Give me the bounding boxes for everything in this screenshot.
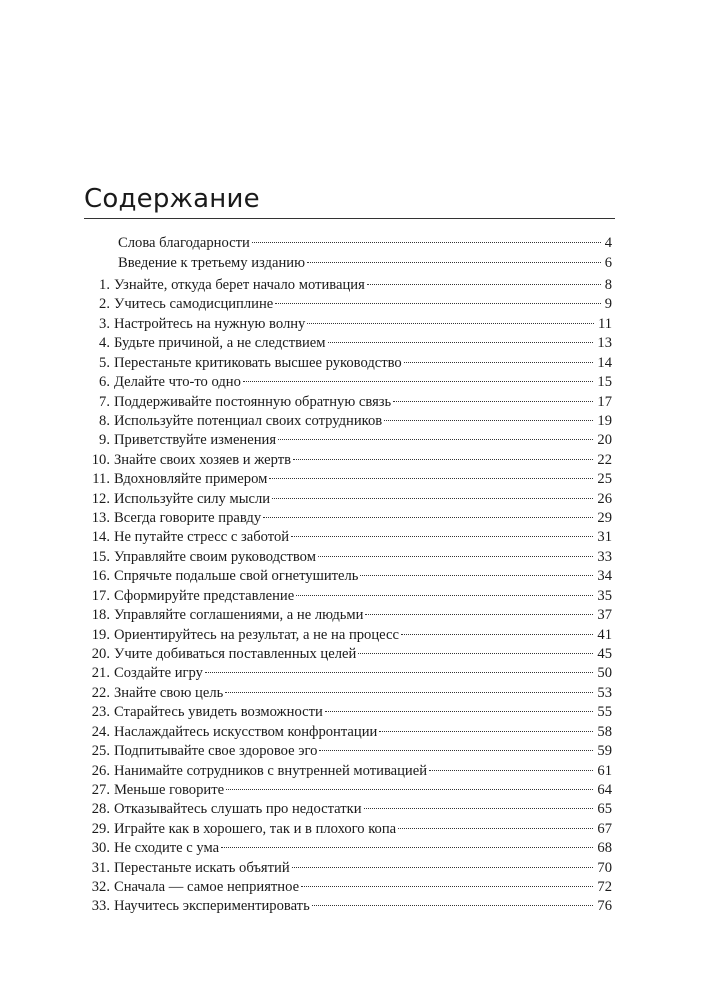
toc-entry-chapter[interactable]: [80, 580, 612, 604]
page-number: 6: [604, 254, 612, 271]
entry-title: Создайте игру: [114, 665, 203, 682]
entry-title: Используйте потенциал своих сотрудников: [114, 412, 383, 429]
toc-entry-chapter[interactable]: [80, 444, 612, 468]
toc-entry-chapter[interactable]: [80, 774, 612, 798]
chapter-number: 7.: [99, 393, 110, 410]
entry-title: Научитесь экспериментировать: [114, 898, 310, 915]
dot-leader: [269, 463, 593, 483]
dot-leader: [307, 308, 594, 328]
toc-entry-chapter[interactable]: [80, 716, 612, 740]
entry-title: Играйте как в хорошего, так и в плохого копа: [114, 820, 397, 837]
chapter-number: 32.: [91, 879, 110, 896]
chapter-number: 12.: [91, 490, 110, 507]
dot-leader: [364, 793, 594, 813]
dot-leader: [278, 424, 593, 444]
dot-leader: [296, 580, 593, 600]
entry-title: Учитесь самодисциплине: [114, 296, 274, 313]
chapter-number: 29.: [91, 820, 110, 837]
toc-entry-chapter[interactable]: [80, 755, 612, 779]
chapter-number: 15.: [91, 548, 110, 565]
toc-entry-chapter[interactable]: [80, 463, 612, 488]
dot-leader: [307, 247, 601, 267]
page-number: 53: [597, 684, 612, 701]
entry-title: Не сходите с ума: [114, 840, 220, 857]
dot-leader: [272, 483, 593, 503]
page-number: 68: [597, 840, 612, 857]
dot-leader: [319, 735, 593, 755]
page-number: 59: [597, 743, 612, 760]
entry-title: Поддерживайте постоянную обратную связь: [114, 393, 392, 410]
dot-leader: [318, 541, 593, 561]
toc-entry-front-matter[interactable]: [118, 247, 612, 271]
dot-leader: [404, 347, 594, 367]
chapter-number: 8.: [99, 412, 110, 429]
entry-title: Используйте силу мысли: [114, 490, 271, 507]
toc-entry-chapter[interactable]: [80, 386, 612, 410]
entry-title: Управляйте соглашениями, а не людьми: [114, 607, 364, 624]
dot-leader: [429, 755, 593, 775]
chapter-number: 5.: [99, 354, 110, 371]
page-number: 33: [597, 548, 612, 565]
toc-entry-chapter[interactable]: [80, 327, 612, 352]
page-number: 20: [597, 432, 612, 449]
chapter-number: 28.: [91, 801, 110, 818]
toc-entry-chapter[interactable]: [80, 619, 612, 643]
chapter-number: 9.: [99, 432, 110, 449]
entry-title: Учите добиваться поставленных целей: [114, 645, 357, 662]
page-number: 4: [604, 235, 612, 251]
toc-entry-chapter[interactable]: [80, 483, 612, 507]
toc-entry-chapter[interactable]: [80, 657, 612, 682]
page-number: 13: [597, 335, 612, 352]
dot-leader: [325, 696, 594, 716]
entry-title: Нанимайте сотрудников с внутренней мотивацией: [114, 762, 428, 779]
dot-leader: [226, 774, 593, 794]
page-number: 67: [597, 820, 612, 837]
toc-entry-chapter[interactable]: [80, 638, 612, 662]
dot-leader: [292, 852, 594, 872]
toc-entry-chapter[interactable]: [80, 560, 612, 585]
page-number: 11: [597, 315, 612, 332]
page-number: 50: [597, 665, 612, 682]
page-number: 58: [597, 723, 612, 740]
toc-entry-chapter[interactable]: [80, 890, 612, 915]
dot-leader: [293, 444, 593, 464]
entry-title: Будьте причиной, а не следствием: [114, 335, 326, 352]
dot-leader: [263, 502, 593, 522]
chapter-number: 31.: [91, 859, 110, 876]
page-number: 8: [604, 277, 612, 293]
page-number: 35: [597, 587, 612, 604]
entry-title: Перестаньте критиковать высшее руководство: [114, 354, 402, 371]
page-number: 14: [597, 354, 612, 371]
page-number: 61: [597, 762, 612, 779]
dot-leader: [358, 638, 593, 658]
toc-entry-chapter[interactable]: [80, 735, 612, 760]
chapter-number: 13.: [91, 510, 110, 527]
toc-entry-chapter[interactable]: [80, 696, 612, 721]
dot-leader: [393, 386, 593, 406]
dot-leader: [379, 716, 593, 736]
entry-title: Знайте своих хозяев и жертв: [114, 451, 291, 468]
entry-title: Наслаждайтесь искусством конфронтации: [114, 723, 378, 740]
entry-title: Слова благодарности: [118, 235, 250, 251]
dot-leader: [275, 288, 600, 308]
toc-entry-chapter[interactable]: [80, 347, 612, 371]
chapter-number: 11.: [92, 471, 110, 488]
toc-entry-chapter[interactable]: [80, 288, 612, 313]
entry-title: Меньше говорите: [114, 781, 225, 798]
chapter-number: 19.: [91, 626, 110, 643]
chapter-number: 14.: [91, 529, 110, 546]
dot-leader: [328, 327, 594, 347]
entry-title: Всегда говорите правду: [114, 510, 262, 527]
page-title: Содержание: [84, 184, 260, 214]
toc-entry-chapter[interactable]: [80, 269, 612, 293]
chapter-number: 17.: [91, 587, 110, 604]
toc-entry-chapter[interactable]: [80, 366, 612, 391]
page-number: 19: [597, 412, 612, 429]
chapter-number: 2.: [99, 296, 110, 313]
dot-leader: [360, 560, 593, 580]
chapter-number: 1.: [99, 277, 110, 293]
toc-entry-chapter[interactable]: [80, 521, 612, 546]
dot-leader: [221, 832, 593, 852]
toc-entry-chapter[interactable]: [80, 599, 612, 624]
toc-entry-chapter[interactable]: [80, 677, 612, 701]
chapter-number: 30.: [91, 840, 110, 857]
chapter-number: 25.: [91, 743, 110, 760]
page-number: 70: [597, 859, 612, 876]
chapter-number: 27.: [91, 781, 110, 798]
dot-leader: [252, 227, 601, 247]
toc-entry-chapter[interactable]: [80, 813, 612, 837]
chapter-number: 18.: [91, 607, 110, 624]
dot-leader: [312, 890, 594, 910]
dot-leader: [291, 521, 593, 541]
dot-leader: [301, 871, 593, 891]
entry-title: Спрячьте подальше свой огнетушитель: [114, 568, 359, 585]
page-number: 15: [597, 374, 612, 391]
title-divider: [84, 218, 615, 219]
entry-title: Ориентируйтесь на результат, а не на процесс: [114, 626, 399, 643]
page-number: 25: [597, 471, 612, 488]
toc-entry-chapter[interactable]: [80, 308, 612, 332]
chapter-number: 33.: [91, 898, 110, 915]
toc-entry-chapter[interactable]: [80, 541, 612, 565]
toc-entry-chapter[interactable]: [80, 871, 612, 896]
page-number: 45: [597, 645, 612, 662]
dot-leader: [365, 599, 593, 619]
entry-title: Вдохновляйте примером: [114, 471, 268, 488]
chapter-number: 4.: [99, 335, 110, 352]
chapter-number: 24.: [91, 723, 110, 740]
chapter-number: 6.: [99, 374, 110, 391]
page-number: 65: [597, 801, 612, 818]
dot-leader: [384, 405, 593, 425]
entry-title: Управляйте своим руководством: [114, 548, 316, 565]
toc-entry-front-matter[interactable]: [118, 227, 612, 251]
page-number: 26: [597, 490, 612, 507]
entry-title: Подпитывайте свое здоровое эго: [114, 743, 318, 760]
page-number: 17: [597, 393, 612, 410]
entry-title: Настройтесь на нужную волну: [114, 315, 306, 332]
chapter-number: 26.: [91, 762, 110, 779]
page-number: 72: [597, 879, 612, 896]
page-number: 41: [597, 626, 612, 643]
dot-leader: [243, 366, 594, 386]
chapter-number: 10.: [91, 451, 110, 468]
entry-title: Не путайте стресс с заботой: [114, 529, 290, 546]
dot-leader: [367, 269, 601, 289]
dot-leader: [225, 677, 593, 697]
page-number: 31: [597, 529, 612, 546]
entry-title: Введение к третьему изданию: [118, 254, 305, 271]
page-number: 76: [597, 898, 612, 915]
entry-title: Узнайте, откуда берет начало мотивация: [114, 277, 365, 293]
page-number: 22: [597, 451, 612, 468]
entry-title: Сначала — самое неприятное: [114, 879, 300, 896]
page-number: 29: [597, 510, 612, 527]
entry-title: Отказывайтесь слушать про недостатки: [114, 801, 362, 818]
page-number: 64: [597, 781, 612, 798]
toc-entry-chapter[interactable]: [80, 832, 612, 857]
page-number: 9: [604, 296, 612, 313]
toc-entry-chapter[interactable]: [80, 424, 612, 449]
entry-title: Делайте что-то одно: [114, 374, 241, 391]
dot-leader: [401, 619, 593, 639]
toc-entry-chapter[interactable]: [80, 502, 612, 527]
chapter-number: 23.: [91, 704, 110, 721]
dot-leader: [205, 657, 593, 677]
chapter-number: 16.: [91, 568, 110, 585]
entry-title: Перестаньте искать объятий: [114, 859, 290, 876]
chapter-number: 20.: [91, 645, 110, 662]
entry-title: Знайте свою цель: [114, 684, 224, 701]
page-number: 34: [597, 568, 612, 585]
page-number: 55: [597, 704, 612, 721]
entry-title: Сформируйте представление: [114, 587, 295, 604]
chapter-number: 3.: [99, 315, 110, 332]
chapter-number: 22.: [91, 684, 110, 701]
chapter-number: 21.: [91, 665, 110, 682]
toc-entry-chapter[interactable]: [80, 852, 612, 876]
dot-leader: [398, 813, 593, 833]
toc-entry-chapter[interactable]: [80, 405, 612, 429]
toc-entry-chapter[interactable]: [80, 793, 612, 818]
page-number: 37: [597, 607, 612, 624]
entry-title: Приветствуйте изменения: [114, 432, 277, 449]
entry-title: Старайтесь увидеть возможности: [114, 704, 323, 721]
